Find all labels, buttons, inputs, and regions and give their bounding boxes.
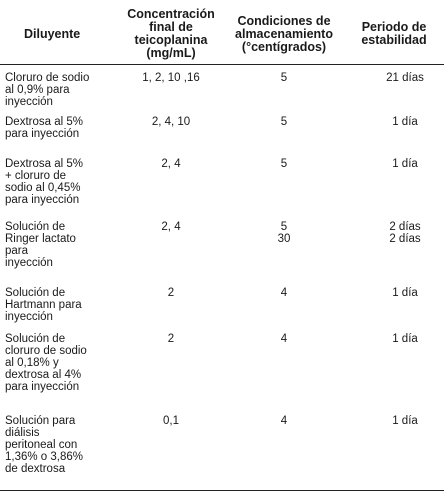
cell-diluent (0, 158, 118, 221)
cell-conditions (224, 158, 344, 221)
table-row (0, 116, 444, 158)
table-row (0, 287, 444, 333)
cell-diluent (0, 65, 118, 117)
table-row (0, 221, 444, 287)
cell-period-line: 2 días (389, 221, 421, 233)
cell-concentration (118, 287, 224, 333)
cell-period (344, 221, 444, 287)
cell-concentration-line: 2, 4, 10 (151, 116, 191, 128)
cell-concentration-line: 2 (167, 287, 175, 299)
cell-diluent (0, 221, 118, 287)
cell-conditions-line: 30 (277, 233, 291, 245)
cell-concentration-line: 2, 4 (161, 221, 181, 233)
cell-diluent-line: sodio al 0,45% (5, 182, 81, 194)
header-conditions: Condiciones de almacenamiento (°centígrados) (224, 8, 344, 65)
cell-period-line: 1 día (392, 333, 418, 345)
cell-diluent-line: Dextrosa al 5% (5, 116, 83, 128)
cell-diluent-line: Ringer lactato (5, 233, 76, 245)
cell-diluent-line: diálisis (5, 427, 40, 439)
cell-concentration-line: 2 (167, 333, 175, 345)
cell-diluent-line: para inyección (5, 194, 80, 206)
cell-period-line: 1 día (392, 415, 418, 427)
cell-concentration (118, 65, 224, 117)
cell-concentration (118, 158, 224, 221)
cell-diluent-line: de dextrosa (5, 463, 66, 475)
cell-diluent-line: Solución de (5, 333, 66, 345)
table-header (0, 8, 444, 65)
cell-period (344, 287, 444, 333)
cell-diluent (0, 415, 118, 477)
cell-diluent (0, 287, 118, 333)
table-row (0, 415, 444, 477)
cell-diluent-line: para inyección (5, 128, 80, 140)
cell-concentration (118, 221, 224, 287)
cell-period-line: 21 días (386, 72, 424, 84)
cell-diluent-line: inyección (5, 257, 53, 269)
cell-conditions-line: 5 (280, 221, 288, 233)
cell-diluent (0, 116, 118, 158)
cell-concentration (118, 415, 224, 477)
cell-period (344, 116, 444, 158)
cell-period-line: 1 día (392, 158, 418, 170)
cell-diluent-line: peritoneal con (5, 439, 78, 451)
cell-diluent-line: + cloruro de (5, 170, 67, 182)
header-diluent: Diluyente (0, 8, 118, 65)
cell-conditions (224, 415, 344, 477)
cell-concentration-line: 1, 2, 10 ,16 (142, 72, 200, 84)
cell-diluent-line: cloruro de sodio (5, 345, 87, 357)
cell-diluent-line: Solución para (5, 415, 76, 427)
cell-conditions (224, 287, 344, 333)
cell-diluent-line: 1,36% o 3,86% (5, 451, 84, 463)
cell-conditions-line: 4 (280, 333, 288, 345)
cell-diluent-line: para inyección (5, 381, 80, 393)
cell-diluent-line: inyección (5, 96, 53, 108)
cell-period (344, 158, 444, 221)
cell-diluent-line: para (5, 245, 29, 257)
cell-diluent-line: Solución de (5, 287, 66, 299)
cell-conditions-line: 5 (280, 158, 288, 170)
cell-conditions-line: 5 (280, 116, 288, 128)
header-period: Periodo de estabilidad (344, 8, 444, 65)
cell-diluent-line: al 0,9% para (5, 84, 70, 96)
cell-period-line: 2 días (389, 233, 421, 245)
header-row (0, 8, 444, 65)
cell-conditions (224, 221, 344, 287)
cell-diluent-line: Cloruro de sodio (5, 72, 90, 84)
cell-period (344, 333, 444, 415)
cell-diluent-line: Dextrosa al 5% (5, 158, 83, 170)
cell-conditions-line: 5 (280, 72, 288, 84)
cell-diluent-line: Solución de (5, 221, 66, 233)
header-concentration: Concentración final de teicoplanina (mg/mL) (118, 8, 224, 65)
cell-concentration (118, 116, 224, 158)
table-body (0, 65, 444, 478)
cell-concentration (118, 333, 224, 415)
cell-concentration-line: 0,1 (163, 415, 179, 427)
table-row (0, 158, 444, 221)
cell-concentration-line: 2, 4 (161, 158, 181, 170)
cell-conditions-line: 4 (280, 415, 288, 427)
cell-diluent-line: inyección (5, 311, 53, 323)
cell-conditions-line: 4 (280, 287, 288, 299)
table-row (0, 65, 444, 117)
cell-conditions (224, 333, 344, 415)
cell-period-line: 1 día (392, 116, 418, 128)
cell-diluent-line: Hartmann para (5, 299, 82, 311)
stability-table (0, 8, 444, 477)
cell-diluent (0, 333, 118, 415)
table-row (0, 333, 444, 415)
bottom-rule (0, 490, 444, 491)
cell-period (344, 415, 444, 477)
cell-period-line: 1 día (392, 287, 418, 299)
cell-diluent-line: dextrosa al 4% (5, 369, 82, 381)
cell-period (344, 65, 444, 117)
cell-conditions (224, 116, 344, 158)
cell-conditions (224, 65, 344, 117)
cell-diluent-line: al 0,18% y (5, 357, 59, 369)
